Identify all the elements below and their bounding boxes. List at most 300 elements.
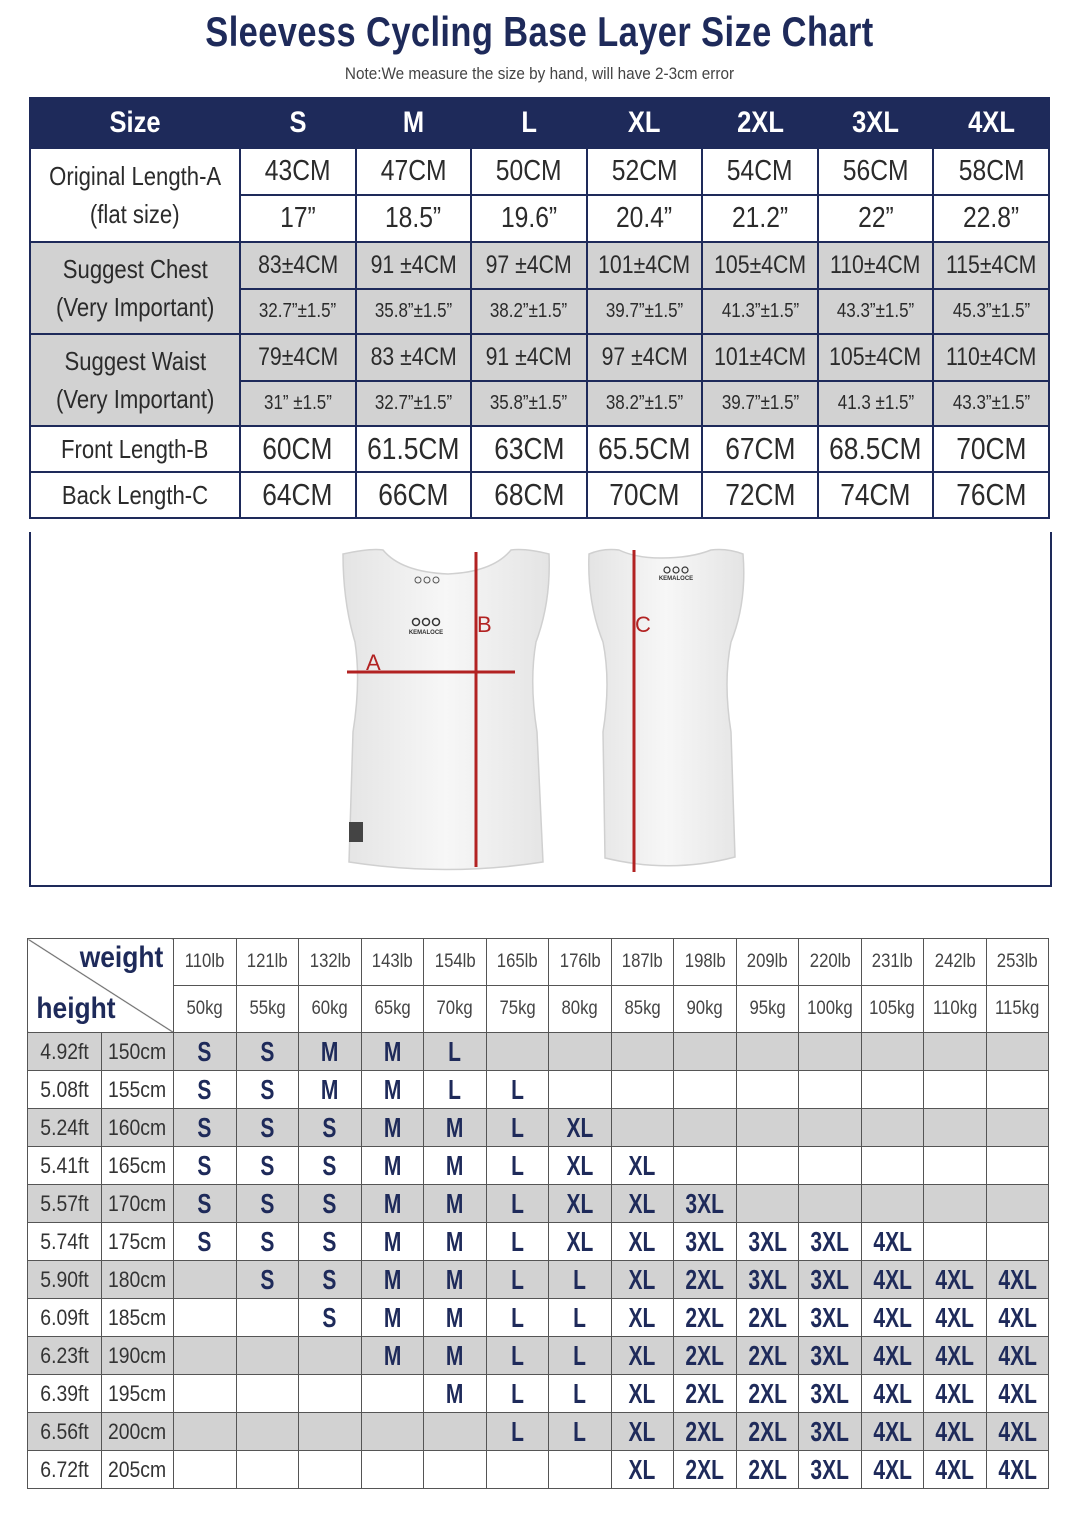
- height-cm-cell: 165cm: [102, 1147, 174, 1185]
- fit-size-cell: M: [424, 1185, 487, 1223]
- weight-lb-cell: 176lb: [549, 939, 612, 986]
- measure-cell: 76CM: [933, 472, 1049, 518]
- height-cm-cell: 175cm: [102, 1223, 174, 1261]
- measure-cell: 83 ±4CM: [356, 334, 472, 381]
- fit-size-cell: [799, 1109, 862, 1147]
- fit-size-cell: M: [424, 1299, 487, 1337]
- fit-size-cell: M: [361, 1185, 424, 1223]
- measure-cell: 50CM: [471, 148, 587, 195]
- fit-size-cell: 2XL: [736, 1451, 799, 1489]
- fit-size-cell: [986, 1185, 1049, 1223]
- fit-size-cell: M: [424, 1375, 487, 1413]
- fit-size-cell: S: [236, 1109, 299, 1147]
- fit-size-cell: [299, 1451, 362, 1489]
- fit-size-cell: 4XL: [986, 1413, 1049, 1451]
- fit-size-cell: M: [424, 1147, 487, 1185]
- garment-illustration: [29, 532, 1052, 887]
- weight-kg-cell: 95kg: [736, 986, 799, 1033]
- fit-size-cell: S: [174, 1109, 237, 1147]
- fit-size-cell: L: [486, 1185, 549, 1223]
- measure-cell: 32.7”±1.5”: [240, 289, 356, 334]
- measure-cell: 41.3”±1.5”: [702, 289, 818, 334]
- measure-cell: 39.7”±1.5”: [587, 289, 703, 334]
- fit-size-cell: L: [549, 1261, 612, 1299]
- height-ft-cell: 4.92ft: [28, 1033, 102, 1071]
- weight-kg-cell: 100kg: [799, 986, 862, 1033]
- measure-cell: 67CM: [702, 426, 818, 472]
- fit-size-cell: [986, 1223, 1049, 1261]
- fit-size-cell: L: [549, 1299, 612, 1337]
- height-ft-cell: 5.90ft: [28, 1261, 102, 1299]
- fit-size-cell: 4XL: [924, 1413, 987, 1451]
- fit-size-cell: XL: [549, 1223, 612, 1261]
- back-length-row: [30, 472, 1049, 518]
- weight-lb-cell: 220lb: [799, 939, 862, 986]
- measure-cell: 70CM: [933, 426, 1049, 472]
- fit-size-cell: [861, 1147, 924, 1185]
- measure-cell: 115±4CM: [933, 242, 1049, 289]
- measure-cell: 61.5CM: [356, 426, 472, 472]
- weight-kg-cell: 90kg: [674, 986, 737, 1033]
- measure-cell: 22”: [818, 195, 934, 242]
- measure-cell: 83±4CM: [240, 242, 356, 289]
- fit-size-cell: [174, 1261, 237, 1299]
- measure-cell: 97 ±4CM: [587, 334, 703, 381]
- size-header-cell: 3XL: [818, 98, 934, 148]
- height-cm-cell: 185cm: [102, 1299, 174, 1337]
- weight-kg-cell: 105kg: [861, 986, 924, 1033]
- height-cm-cell: 205cm: [102, 1451, 174, 1489]
- fit-size-cell: 4XL: [861, 1375, 924, 1413]
- fit-size-cell: 4XL: [861, 1451, 924, 1489]
- height-axis-label: height: [36, 992, 116, 1025]
- measure-label-c: C: [635, 612, 651, 637]
- fit-size-cell: L: [486, 1147, 549, 1185]
- weight-kg-cell: 115kg: [986, 986, 1049, 1033]
- measure-cell: 74CM: [818, 472, 934, 518]
- fit-size-cell: 4XL: [986, 1451, 1049, 1489]
- measure-cell: 64CM: [240, 472, 356, 518]
- fit-size-cell: [174, 1299, 237, 1337]
- fit-size-cell: 4XL: [861, 1261, 924, 1299]
- fit-size-cell: S: [174, 1071, 237, 1109]
- fit-size-cell: [361, 1413, 424, 1451]
- fit-size-cell: S: [236, 1261, 299, 1299]
- fit-size-cell: M: [361, 1223, 424, 1261]
- weight-lb-cell: 242lb: [924, 939, 987, 986]
- weight-height-corner: [28, 939, 174, 1033]
- measure-cell: 105±4CM: [702, 242, 818, 289]
- fit-size-cell: [236, 1299, 299, 1337]
- measure-cell: 45.3”±1.5”: [933, 289, 1049, 334]
- fit-size-cell: [549, 1071, 612, 1109]
- fit-size-cell: [674, 1033, 737, 1071]
- fit-size-cell: [986, 1071, 1049, 1109]
- fit-size-cell: [799, 1071, 862, 1109]
- fit-row: [28, 1147, 1049, 1185]
- height-ft-cell: 5.08ft: [28, 1071, 102, 1109]
- height-ft-cell: 5.74ft: [28, 1223, 102, 1261]
- fit-size-cell: M: [299, 1071, 362, 1109]
- fit-size-cell: 3XL: [799, 1413, 862, 1451]
- measure-cell: 47CM: [356, 148, 472, 195]
- fit-size-cell: [236, 1375, 299, 1413]
- measure-cell: 65.5CM: [587, 426, 703, 472]
- fit-size-cell: [986, 1033, 1049, 1071]
- fit-size-cell: 4XL: [986, 1375, 1049, 1413]
- fit-size-cell: S: [174, 1147, 237, 1185]
- size-header-cell: S: [240, 98, 356, 148]
- fit-size-cell: [799, 1147, 862, 1185]
- fit-size-cell: XL: [611, 1375, 674, 1413]
- measure-cell: 39.7”±1.5”: [702, 381, 818, 426]
- fit-size-cell: M: [361, 1147, 424, 1185]
- measure-cell: 91 ±4CM: [356, 242, 472, 289]
- garment-svg: [31, 532, 1050, 885]
- fit-size-cell: [924, 1033, 987, 1071]
- fit-size-cell: S: [299, 1109, 362, 1147]
- fit-size-cell: 2XL: [674, 1413, 737, 1451]
- weight-lb-cell: 198lb: [674, 939, 737, 986]
- back-vest-shape: [589, 550, 744, 866]
- measure-cell: 63CM: [471, 426, 587, 472]
- fit-size-cell: M: [424, 1109, 487, 1147]
- weight-axis-label: weight: [79, 941, 164, 974]
- fit-size-cell: [611, 1109, 674, 1147]
- measure-cell: 21.2”: [702, 195, 818, 242]
- weight-kg-cell: 50kg: [174, 986, 237, 1033]
- measure-cell: 68CM: [471, 472, 587, 518]
- front-brand-text: KEMALOCE: [408, 630, 444, 636]
- fit-size-cell: 4XL: [861, 1337, 924, 1375]
- weight-lb-cell: 165lb: [486, 939, 549, 986]
- fit-size-cell: [674, 1109, 737, 1147]
- fit-size-cell: XL: [611, 1261, 674, 1299]
- fit-size-cell: XL: [549, 1185, 612, 1223]
- fit-row: [28, 1223, 1049, 1261]
- fit-size-cell: [861, 1109, 924, 1147]
- fit-size-cell: [924, 1109, 987, 1147]
- fit-size-cell: XL: [611, 1223, 674, 1261]
- waist-cm-row: [30, 334, 1049, 381]
- fit-size-cell: [174, 1413, 237, 1451]
- fit-size-cell: S: [299, 1261, 362, 1299]
- fit-size-cell: [674, 1071, 737, 1109]
- size-header-cell: XL: [587, 98, 703, 148]
- measure-cell: 35.8”±1.5”: [356, 289, 472, 334]
- fit-size-cell: S: [174, 1185, 237, 1223]
- weight-kg-cell: 60kg: [299, 986, 362, 1033]
- fit-size-cell: [611, 1033, 674, 1071]
- fit-size-cell: M: [361, 1337, 424, 1375]
- measure-cell: 66CM: [356, 472, 472, 518]
- weight-lb-cell: 231lb: [861, 939, 924, 986]
- fit-size-cell: XL: [611, 1147, 674, 1185]
- weight-kg-row: [28, 986, 1049, 1033]
- height-ft-cell: 5.57ft: [28, 1185, 102, 1223]
- fit-size-cell: [236, 1337, 299, 1375]
- fit-size-cell: 3XL: [799, 1337, 862, 1375]
- weight-kg-cell: 55kg: [236, 986, 299, 1033]
- fit-size-cell: S: [236, 1223, 299, 1261]
- fit-size-cell: [736, 1185, 799, 1223]
- fit-size-cell: M: [361, 1033, 424, 1071]
- waist-label: Suggest Waist (Very Important): [30, 334, 240, 426]
- back-length-label: Back Length-C: [30, 472, 240, 518]
- fit-size-cell: [611, 1071, 674, 1109]
- fit-size-cell: [861, 1033, 924, 1071]
- front-length-label: Front Length-B: [30, 426, 240, 472]
- measure-cell: 60CM: [240, 426, 356, 472]
- measure-cell: 17”: [240, 195, 356, 242]
- fit-size-cell: 3XL: [674, 1223, 737, 1261]
- size-header-label: Size: [30, 98, 240, 148]
- fit-row: [28, 1299, 1049, 1337]
- fit-size-cell: S: [174, 1223, 237, 1261]
- measure-cell: 43.3”±1.5”: [933, 381, 1049, 426]
- fit-size-cell: L: [424, 1033, 487, 1071]
- measurement-note: Note:We measure the size by hand, will have 2-3cm error: [344, 64, 735, 83]
- measure-cell: 38.2”±1.5”: [587, 381, 703, 426]
- front-vest-shape: [343, 550, 549, 870]
- fit-size-cell: XL: [611, 1337, 674, 1375]
- weight-lb-cell: 143lb: [361, 939, 424, 986]
- measure-cell: 52CM: [587, 148, 703, 195]
- chest-label: Suggest Chest (Very Important): [30, 242, 240, 334]
- height-ft-cell: 6.23ft: [28, 1337, 102, 1375]
- fit-size-cell: 2XL: [674, 1261, 737, 1299]
- fit-row: [28, 1413, 1049, 1451]
- fit-size-cell: [236, 1451, 299, 1489]
- fit-size-cell: [986, 1147, 1049, 1185]
- measure-label-a: A: [366, 650, 381, 675]
- weight-lb-cell: 154lb: [424, 939, 487, 986]
- chest-cm-row: [30, 242, 1049, 289]
- measure-cell: 31” ±1.5”: [240, 381, 356, 426]
- measure-cell: 72CM: [702, 472, 818, 518]
- chart-title: Sleevess Cycling Base Layer Size Chart: [205, 8, 874, 55]
- fit-size-cell: [799, 1185, 862, 1223]
- fit-size-cell: 2XL: [736, 1413, 799, 1451]
- fit-size-cell: S: [299, 1185, 362, 1223]
- weight-lb-row: [28, 939, 1049, 986]
- fit-size-cell: [174, 1337, 237, 1375]
- fit-size-cell: L: [486, 1223, 549, 1261]
- fit-size-cell: [799, 1033, 862, 1071]
- height-ft-cell: 5.24ft: [28, 1109, 102, 1147]
- height-cm-cell: 155cm: [102, 1071, 174, 1109]
- fit-size-cell: [924, 1223, 987, 1261]
- fit-size-cell: L: [486, 1109, 549, 1147]
- height-cm-cell: 170cm: [102, 1185, 174, 1223]
- measure-cell: 19.6”: [471, 195, 587, 242]
- measure-cell: 35.8”±1.5”: [471, 381, 587, 426]
- measure-cell: 41.3 ±1.5”: [818, 381, 934, 426]
- fit-size-cell: L: [549, 1375, 612, 1413]
- height-cm-cell: 195cm: [102, 1375, 174, 1413]
- fit-size-cell: M: [361, 1299, 424, 1337]
- fit-size-cell: L: [486, 1261, 549, 1299]
- fit-size-cell: [674, 1147, 737, 1185]
- size-header-cell: M: [356, 98, 472, 148]
- fit-size-cell: L: [486, 1375, 549, 1413]
- fit-size-cell: 3XL: [736, 1223, 799, 1261]
- size-table: [29, 97, 1050, 519]
- fit-size-cell: [924, 1071, 987, 1109]
- fit-size-cell: 3XL: [799, 1223, 862, 1261]
- measure-cell: 43CM: [240, 148, 356, 195]
- fit-size-cell: 2XL: [736, 1375, 799, 1413]
- fit-size-cell: S: [236, 1071, 299, 1109]
- front-length-row: [30, 426, 1049, 472]
- fit-size-cell: 2XL: [674, 1299, 737, 1337]
- fit-size-cell: 4XL: [861, 1413, 924, 1451]
- fit-size-cell: M: [361, 1109, 424, 1147]
- fit-row: [28, 1185, 1049, 1223]
- fit-row: [28, 1261, 1049, 1299]
- fit-size-cell: XL: [611, 1185, 674, 1223]
- height-ft-cell: 6.72ft: [28, 1451, 102, 1489]
- fit-size-cell: [924, 1147, 987, 1185]
- fit-size-cell: 4XL: [924, 1261, 987, 1299]
- fit-size-cell: S: [174, 1033, 237, 1071]
- height-cm-cell: 180cm: [102, 1261, 174, 1299]
- measure-cell: 70CM: [587, 472, 703, 518]
- measure-cell: 97 ±4CM: [471, 242, 587, 289]
- height-cm-cell: 160cm: [102, 1109, 174, 1147]
- fit-size-cell: 3XL: [799, 1375, 862, 1413]
- weight-kg-cell: 70kg: [424, 986, 487, 1033]
- measure-cell: 105±4CM: [818, 334, 934, 381]
- fit-size-cell: [424, 1413, 487, 1451]
- fit-size-cell: L: [486, 1413, 549, 1451]
- height-ft-cell: 6.56ft: [28, 1413, 102, 1451]
- original-length-label: Original Length-A (flat size): [30, 148, 240, 242]
- fit-size-cell: M: [361, 1261, 424, 1299]
- fit-size-cell: 4XL: [986, 1299, 1049, 1337]
- measure-cell: 20.4”: [587, 195, 703, 242]
- fit-size-cell: [986, 1109, 1049, 1147]
- fit-size-cell: [736, 1033, 799, 1071]
- height-ft-cell: 5.41ft: [28, 1147, 102, 1185]
- measure-cell: 110±4CM: [933, 334, 1049, 381]
- fit-size-cell: S: [299, 1147, 362, 1185]
- fit-size-cell: 2XL: [736, 1299, 799, 1337]
- fit-size-cell: [486, 1451, 549, 1489]
- measure-cell: 79±4CM: [240, 334, 356, 381]
- fit-size-cell: [299, 1337, 362, 1375]
- fit-size-cell: [736, 1071, 799, 1109]
- fit-size-cell: [861, 1071, 924, 1109]
- size-header-cell: 2XL: [702, 98, 818, 148]
- fit-size-cell: 3XL: [799, 1451, 862, 1489]
- fit-size-cell: [924, 1185, 987, 1223]
- weight-kg-cell: 110kg: [924, 986, 987, 1033]
- measure-cell: 91 ±4CM: [471, 334, 587, 381]
- fit-size-cell: 4XL: [986, 1337, 1049, 1375]
- height-ft-cell: 6.39ft: [28, 1375, 102, 1413]
- fit-size-cell: [174, 1451, 237, 1489]
- weight-lb-cell: 209lb: [736, 939, 799, 986]
- fit-table: [27, 938, 1049, 1489]
- fit-size-cell: S: [236, 1147, 299, 1185]
- fit-size-cell: 4XL: [861, 1299, 924, 1337]
- measure-cell: 43.3”±1.5”: [818, 289, 934, 334]
- fit-size-cell: 4XL: [924, 1299, 987, 1337]
- measure-cell: 101±4CM: [587, 242, 703, 289]
- fit-size-cell: [861, 1185, 924, 1223]
- fit-size-cell: [486, 1033, 549, 1071]
- height-cm-cell: 190cm: [102, 1337, 174, 1375]
- measure-cell: 22.8”: [933, 195, 1049, 242]
- weight-kg-cell: 65kg: [361, 986, 424, 1033]
- fit-row: [28, 1375, 1049, 1413]
- weight-kg-cell: 75kg: [486, 986, 549, 1033]
- fit-size-cell: L: [486, 1337, 549, 1375]
- fit-size-cell: 2XL: [674, 1451, 737, 1489]
- measure-cell: 56CM: [818, 148, 934, 195]
- fit-size-cell: 2XL: [674, 1375, 737, 1413]
- fit-size-cell: [236, 1413, 299, 1451]
- fit-size-cell: XL: [611, 1299, 674, 1337]
- weight-lb-cell: 110lb: [174, 939, 237, 986]
- weight-lb-cell: 253lb: [986, 939, 1049, 986]
- measure-cell: 54CM: [702, 148, 818, 195]
- fit-size-cell: 3XL: [799, 1261, 862, 1299]
- fit-size-cell: 4XL: [924, 1375, 987, 1413]
- size-header-cell: L: [471, 98, 587, 148]
- height-ft-cell: 6.09ft: [28, 1299, 102, 1337]
- fit-size-cell: 3XL: [674, 1185, 737, 1223]
- fit-size-cell: L: [486, 1071, 549, 1109]
- fit-row: [28, 1109, 1049, 1147]
- fit-size-cell: L: [549, 1413, 612, 1451]
- fit-size-cell: L: [486, 1299, 549, 1337]
- measure-cell: 58CM: [933, 148, 1049, 195]
- measure-cell: 38.2”±1.5”: [471, 289, 587, 334]
- height-cm-cell: 150cm: [102, 1033, 174, 1071]
- fit-size-cell: XL: [549, 1147, 612, 1185]
- fit-row: [28, 1451, 1049, 1489]
- fit-row: [28, 1337, 1049, 1375]
- measure-label-b: B: [477, 612, 492, 637]
- weight-kg-cell: 85kg: [611, 986, 674, 1033]
- fit-size-cell: M: [361, 1071, 424, 1109]
- fit-row: [28, 1033, 1049, 1071]
- fit-size-cell: XL: [611, 1413, 674, 1451]
- weight-lb-cell: 121lb: [236, 939, 299, 986]
- weight-lb-cell: 187lb: [611, 939, 674, 986]
- weight-kg-cell: 80kg: [549, 986, 612, 1033]
- weight-lb-cell: 132lb: [299, 939, 362, 986]
- fit-size-cell: 4XL: [986, 1261, 1049, 1299]
- fit-size-cell: [361, 1451, 424, 1489]
- fit-row: [28, 1071, 1049, 1109]
- fit-size-cell: XL: [549, 1109, 612, 1147]
- fit-size-cell: 4XL: [924, 1337, 987, 1375]
- fit-size-cell: 3XL: [736, 1261, 799, 1299]
- fit-size-cell: [299, 1375, 362, 1413]
- fit-size-cell: 2XL: [736, 1337, 799, 1375]
- fit-size-cell: [549, 1451, 612, 1489]
- fit-size-cell: [424, 1451, 487, 1489]
- fit-size-cell: S: [236, 1185, 299, 1223]
- measure-cell: 101±4CM: [702, 334, 818, 381]
- fit-size-cell: M: [299, 1033, 362, 1071]
- fit-size-cell: S: [236, 1033, 299, 1071]
- fit-size-cell: 4XL: [861, 1223, 924, 1261]
- measure-cell: 110±4CM: [818, 242, 934, 289]
